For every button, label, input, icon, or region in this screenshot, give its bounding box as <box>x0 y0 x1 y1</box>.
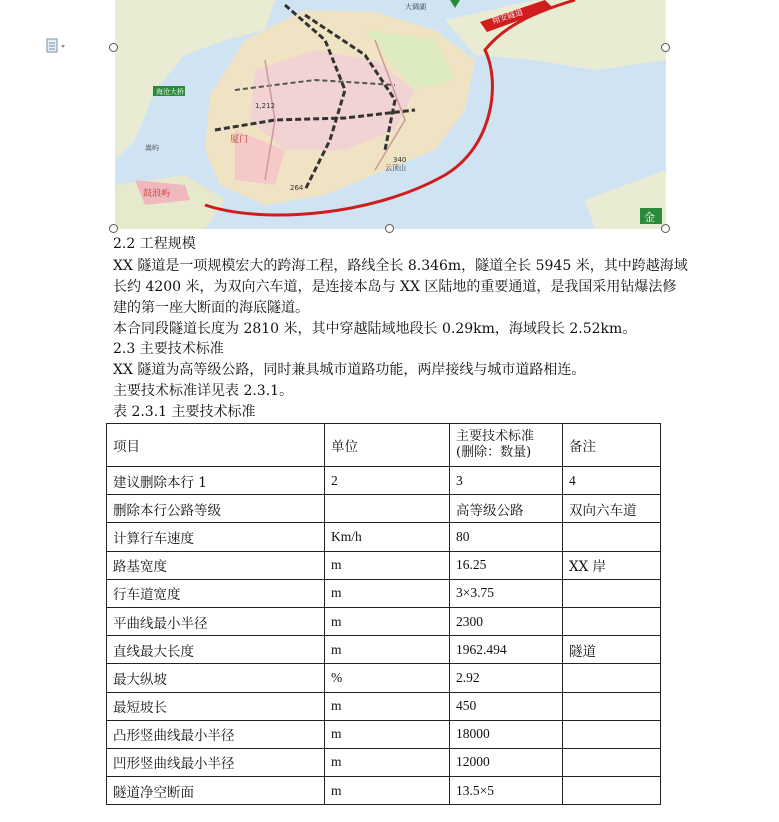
table-row <box>107 748 661 776</box>
table-cell: m <box>325 748 450 776</box>
table-cell: m <box>325 636 450 664</box>
table-caption: 表 2.3.1 主要技术标准 <box>113 404 256 420</box>
table-cell <box>563 692 661 720</box>
table-cell: 平曲线最小半径 <box>107 607 325 635</box>
table-cell <box>563 607 661 635</box>
table-cell: m <box>325 579 450 607</box>
image-resize-handle-right[interactable] <box>661 43 670 52</box>
map-label: 大调湖 <box>405 3 426 11</box>
table-row <box>107 579 661 607</box>
header-cell-remarks: 备注 <box>563 424 661 467</box>
header-cell-unit: 单位 <box>325 424 450 467</box>
paragraph-line: 长约 4200 米，为双向六车道，是连接本岛与 XX 区陆地的重要通道，是我国采用钻爆法修 <box>113 279 677 295</box>
table-cell: m <box>325 777 450 805</box>
table-cell: 4 <box>563 467 661 495</box>
header-standard-line1: 主要技术标准 <box>456 429 535 444</box>
document-options-icon[interactable] <box>46 38 70 54</box>
section-heading-2-2: 2.2 工程规模 <box>113 236 196 252</box>
table-cell: 2 <box>325 467 450 495</box>
table-cell: 13.5×5 <box>450 777 563 805</box>
paragraph: 主要技术标准详见表 2.3.1。 <box>113 383 294 399</box>
table-cell: m <box>325 720 450 748</box>
map-label: 海沧大桥 <box>156 88 184 96</box>
technical-standards-table <box>106 423 661 805</box>
table-header-row <box>107 424 661 467</box>
table-cell: 450 <box>450 692 563 720</box>
table-row <box>107 495 661 523</box>
table-row <box>107 607 661 635</box>
table-cell: 行车道宽度 <box>107 579 325 607</box>
table-row <box>107 720 661 748</box>
table-cell: 3×3.75 <box>450 579 563 607</box>
table-cell: 直线最大长度 <box>107 636 325 664</box>
image-resize-handle-bottom[interactable] <box>385 224 394 233</box>
table-cell <box>563 664 661 692</box>
table-cell: m <box>325 551 450 579</box>
table-cell: 2.92 <box>450 664 563 692</box>
table-cell: 路基宽度 <box>107 551 325 579</box>
table-cell: 建议删除本行 1 <box>107 467 325 495</box>
map-label: 翔安隧道 <box>490 7 525 26</box>
table-cell <box>563 579 661 607</box>
table-cell <box>563 523 661 551</box>
paragraph-line: 建的第一座大断面的海底隧道。 <box>113 300 309 316</box>
table-row <box>107 777 661 805</box>
table-row <box>107 692 661 720</box>
header-cell-standard <box>450 424 563 467</box>
table-cell: 16.25 <box>450 551 563 579</box>
table-cell: 双向六车道 <box>563 495 661 523</box>
table-cell: m <box>325 692 450 720</box>
table-cell: XX 岸 <box>563 551 661 579</box>
header-cell-item: 项目 <box>107 424 325 467</box>
header-standard-line2: (删除：数量) <box>456 445 532 460</box>
map-label: 金 <box>644 211 655 224</box>
table-cell: 删除本行公路等级 <box>107 495 325 523</box>
table-cell <box>563 748 661 776</box>
map-label: 云顶山 <box>385 164 406 172</box>
image-resize-handle-bottom-right[interactable] <box>661 224 670 233</box>
map-label: 1,212 <box>255 102 276 110</box>
table-cell: 18000 <box>450 720 563 748</box>
map-label: 厦门 <box>230 135 249 145</box>
table-cell <box>325 495 450 523</box>
table-cell: 凸形竖曲线最小半径 <box>107 720 325 748</box>
table-cell: 80 <box>450 523 563 551</box>
paragraph: XX 隧道为高等级公路，同时兼具城市道路功能，两岸接线与城市道路相连。 <box>113 362 586 378</box>
table-cell <box>563 777 661 805</box>
section-heading-2-3: 2.3 主要技术标准 <box>113 341 224 357</box>
table-cell: % <box>325 664 450 692</box>
map-label: 340 <box>393 156 407 164</box>
paragraph: 本合同段隧道长度为 2810 米，其中穿越陆域地段长 0.29km，海域段长 2.52km。 <box>113 321 637 337</box>
paragraph-line: XX 隧道是一项规模宏大的跨海工程，路线全长 8.346m，隧道全长 5945 米，其中跨越海域 <box>113 258 688 274</box>
table-cell <box>563 720 661 748</box>
table-row <box>107 467 661 495</box>
map-label: 鼓浪屿 <box>143 189 171 199</box>
table-cell: m <box>325 607 450 635</box>
table-row <box>107 523 661 551</box>
table-cell: 计算行车速度 <box>107 523 325 551</box>
table-row <box>107 551 661 579</box>
table-cell: 最大纵坡 <box>107 664 325 692</box>
table-cell: 隧道 <box>563 636 661 664</box>
table-cell: 凹形竖曲线最小半径 <box>107 748 325 776</box>
map-label: 264 <box>290 184 304 192</box>
table-row <box>107 636 661 664</box>
table-cell: 高等级公路 <box>450 495 563 523</box>
map-label: 嵩屿 <box>145 144 159 152</box>
table-cell: 隧道净空断面 <box>107 777 325 805</box>
image-resize-handle-bottom-left[interactable] <box>109 224 118 233</box>
table-cell: 1962.494 <box>450 636 563 664</box>
table-row <box>107 664 661 692</box>
table-cell: 3 <box>450 467 563 495</box>
table-cell: 2300 <box>450 607 563 635</box>
table-cell: 12000 <box>450 748 563 776</box>
table-cell: Km/h <box>325 523 450 551</box>
tunnel-location-map <box>115 0 666 229</box>
image-resize-handle-left[interactable] <box>109 43 118 52</box>
table-cell: 最短坡长 <box>107 692 325 720</box>
